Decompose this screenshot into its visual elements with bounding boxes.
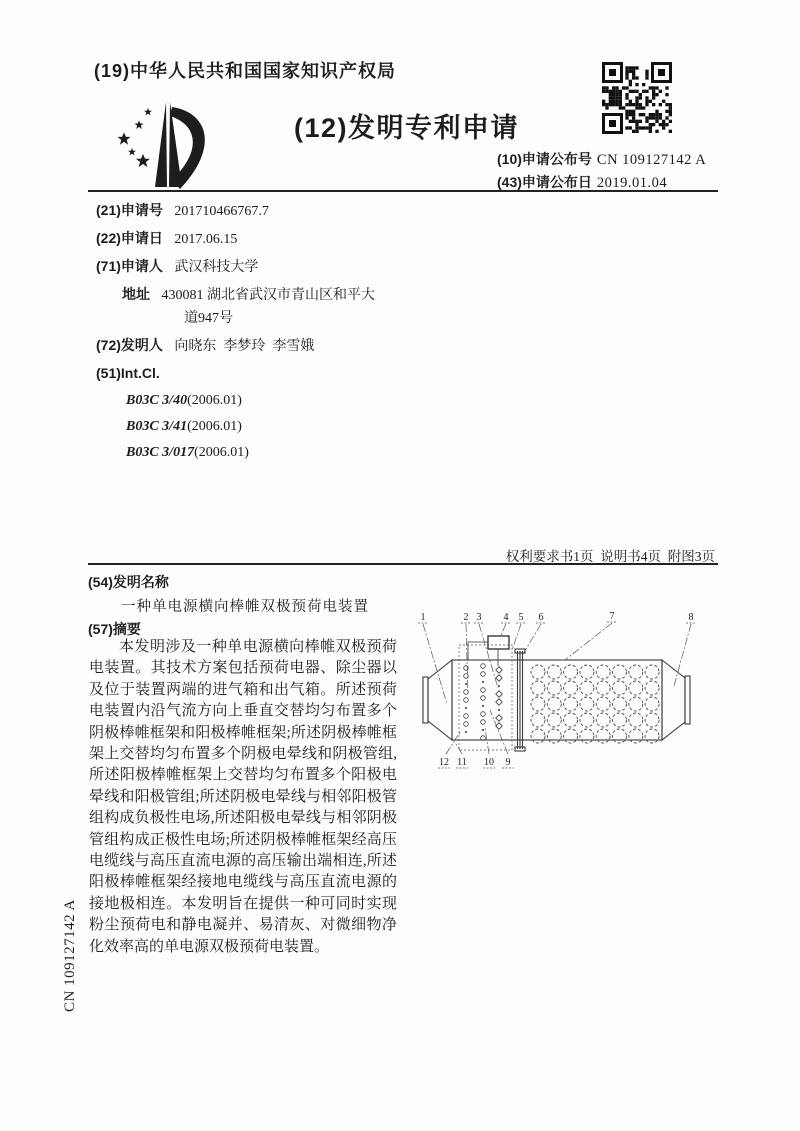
leader-lines <box>423 623 691 754</box>
publication-number-value: CN 109127142 A <box>596 152 707 168</box>
electrode-column-anode <box>496 667 503 730</box>
applicant-row <box>96 257 486 277</box>
bibliographic-data <box>96 201 486 470</box>
electrode-column-cathode <box>464 666 469 727</box>
classification-code: B03C 3/017 <box>126 445 195 460</box>
publication-date-value: 2019.01.04 <box>596 175 668 191</box>
int-cl-label: (51)Int.Cl. <box>96 365 160 381</box>
application-number-value: 201710466767.7 <box>174 204 269 219</box>
figure-label: 3 <box>476 612 482 623</box>
document-kind-title: (12)发明专利申请 <box>294 113 520 143</box>
int-cl-entry <box>96 444 486 462</box>
electrode-column-middle <box>481 664 486 741</box>
application-number-label: (21)申请号 <box>96 202 163 218</box>
section-divider <box>88 563 718 565</box>
outlet-cone <box>662 660 685 740</box>
abstract-text: 本发明涉及一种单电源横向棒帷双极预荷电装置。其技术方案包括预荷电器、除尘器以及位于装置两端的进气箱和出气箱。所述预荷电装置内沿气流方向上垂直交替均匀布置多个阴极棒帷框架和阳极棒帷框架;所述阴极棒帷框架上交替均匀布置多个阴极电晕线和阴极管组,所述阳极棒帷框架上交替均匀布置多个阳极电晕线和阳极管组;所述阴极电晕线与相邻阳极管组构成负极性电场,所述阳极电晕线与相邻阴极管组构成正极性电场;所述阴极棒帷框架经高压电缆线与高压直流电源的高压输出端相连,所述阳极棒帷框架经接地电缆线与高压直流电源的接地极相连。本发明旨在提供一种可同时实现粉尘预荷电和静电凝并、易清灰、对微细物净化效率高的单电源双极预荷电装置。 <box>89 639 397 955</box>
qr-code <box>602 62 672 134</box>
figure-label: 6 <box>538 612 544 623</box>
publication-date-line <box>497 172 667 192</box>
applicant-label: (71)申请人 <box>96 258 163 274</box>
classification-code: B03C 3/41 <box>126 419 188 434</box>
classification-version: (2006.01) <box>187 419 242 434</box>
applicant-value: 武汉科技大学 <box>174 260 259 275</box>
classification-version: (2006.01) <box>194 445 249 460</box>
publication-date-label: (43)申请公布日 <box>497 174 592 190</box>
figure-label: 10 <box>484 757 494 768</box>
int-cl-entry <box>96 418 486 436</box>
abstract-section-label: (57)摘要 <box>88 621 141 637</box>
application-number-row <box>96 201 486 221</box>
address-value-line1: 430081 湖北省武汉市青山区和平大 <box>161 288 375 303</box>
classification-version: (2006.01) <box>187 393 242 408</box>
document-pages-summary: 权利要求书1页 说明书4页 附图3页 <box>505 549 715 564</box>
figure-label: 7 <box>609 611 615 622</box>
label-underlines <box>418 622 696 768</box>
address-label: 地址 <box>122 286 150 302</box>
classification-code: B03C 3/40 <box>126 393 188 408</box>
power-supply-box <box>488 636 509 649</box>
figure-label: 11 <box>457 757 467 768</box>
corona-wire-dots <box>465 681 500 733</box>
address-row-continued <box>96 310 486 328</box>
inlet-flange <box>423 677 428 723</box>
figure-label: 4 <box>503 612 509 623</box>
publication-number-line <box>497 149 706 169</box>
invention-title: 一种单电源横向棒帷双极预荷电装置 <box>121 599 369 615</box>
figure-label: 8 <box>688 612 694 623</box>
figure-reference-numerals <box>421 611 694 768</box>
address-row <box>96 285 486 305</box>
int-cl-entry <box>96 392 486 410</box>
middle-flange <box>515 649 525 751</box>
cnipa-logo <box>110 97 232 195</box>
outlet-flange <box>685 676 690 724</box>
patent-office-name: (19)中华人民共和国国家知识产权局 <box>94 61 397 81</box>
side-publication-code: CN 109127142 A <box>62 899 78 1012</box>
figure-label: 9 <box>505 757 511 768</box>
figure-label: 1 <box>420 612 426 623</box>
application-date-value: 2017.06.15 <box>174 232 238 247</box>
application-date-row <box>96 229 486 249</box>
collector-tube-grid <box>531 665 659 743</box>
figure-label: 5 <box>518 612 524 623</box>
inlet-cone <box>428 660 452 740</box>
figure-label: 2 <box>463 612 469 623</box>
header-divider <box>88 190 718 192</box>
application-date-label: (22)申请日 <box>96 230 163 246</box>
invention-title-section-label: (54)发明名称 <box>88 574 169 590</box>
int-cl-row <box>96 364 486 384</box>
inventors-value: 向晓东 李梦玲 李雪娥 <box>174 339 315 354</box>
inventors-row <box>96 336 486 356</box>
figure-label: 12 <box>439 757 449 768</box>
publication-number-label: (10)申请公布号 <box>497 151 592 167</box>
address-value-line2: 道947号 <box>184 311 233 326</box>
patent-figure <box>402 598 722 798</box>
inventors-label: (72)发明人 <box>96 337 163 353</box>
